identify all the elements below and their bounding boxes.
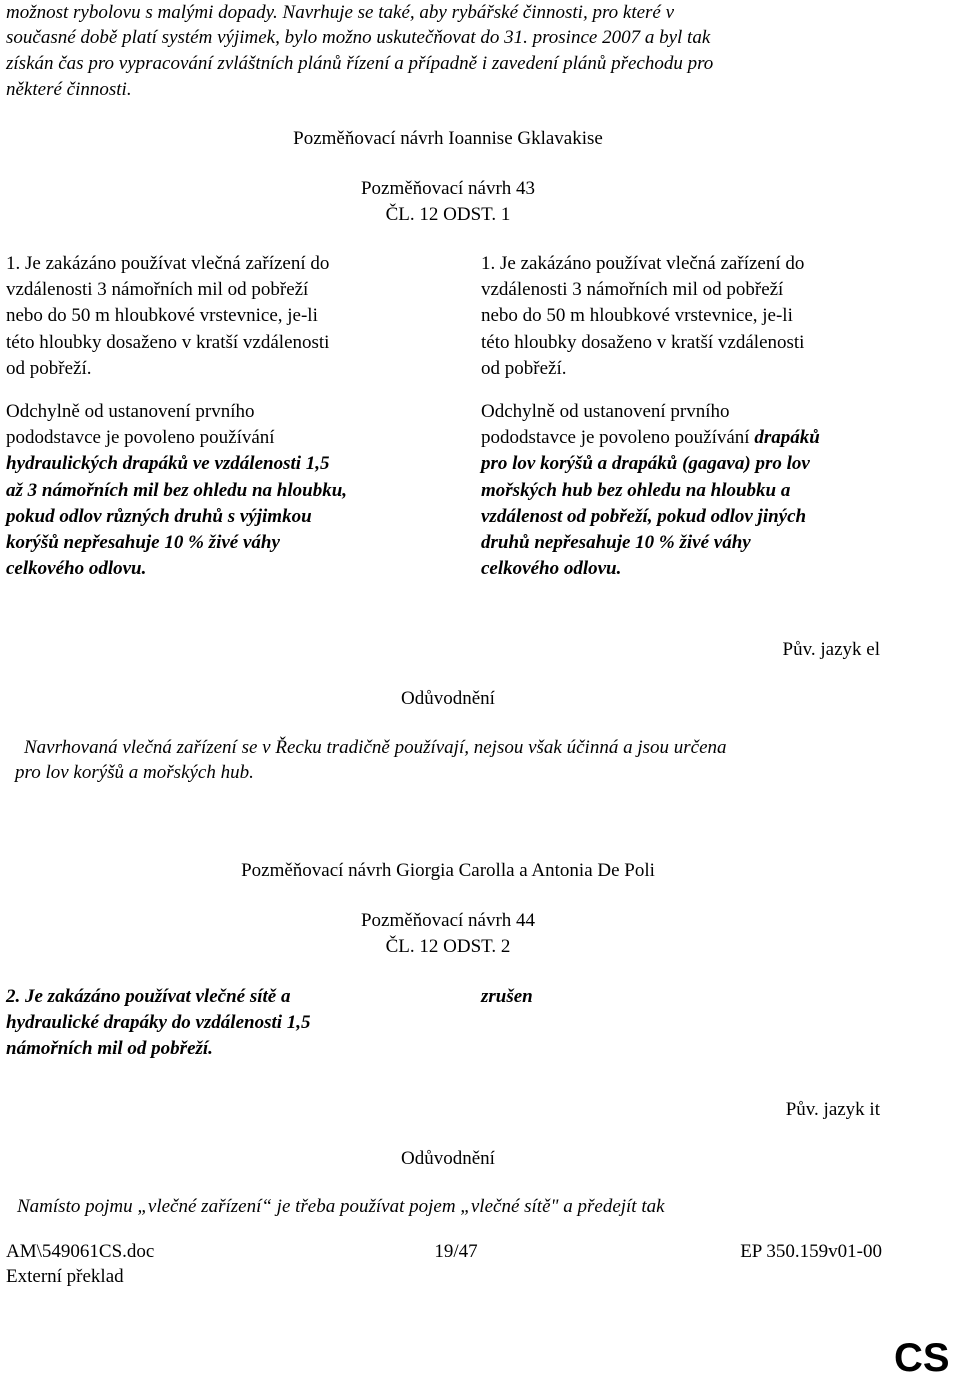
original-language: Pův. jazyk it xyxy=(785,1099,880,1120)
text-line-emphasis: celkového odlovu. xyxy=(6,558,147,580)
intro-line-3: získán čas pro vypracování zvláštních plánů řízení a případně i zavedení plánů přechodu pro xyxy=(6,53,714,74)
text-line: nebo do 50 m hloubkové vrstevnice, je-li xyxy=(6,305,318,327)
text-line: vzdálenosti 3 námořních mil od pobřeží xyxy=(6,279,309,301)
justification-heading: Odůvodnění xyxy=(401,1148,495,1169)
amendment-44-amended-text: zrušen xyxy=(481,986,533,1007)
justification-line-1: Namísto pojmu „vlečné zařízení“ je třeba používat pojem „vlečné sítě" a předejít tak xyxy=(17,1196,665,1217)
text-line: od pobřeží. xyxy=(6,357,92,379)
intro-line-4: některé činnosti. xyxy=(6,79,132,100)
text-line-emphasis: pro lov korýšů a drapáků (gagava) pro lov xyxy=(481,453,810,475)
amendment-author: Pozměňovací návrh Giorgia Carolla a Antonia De Poli xyxy=(241,860,655,881)
text-line-emphasis: vzdálenost od pobřeží, pokud odlov jiných xyxy=(481,505,807,527)
text-line: 1. Je zakázáno používat vlečná zařízení do xyxy=(6,253,330,274)
text-line: Odchylně od ustanovení prvního xyxy=(481,401,730,423)
text-line-emphasis: hydraulické drapáky do vzdálenosti 1,5 xyxy=(6,1012,311,1034)
text-line: nebo do 50 m hloubkové vrstevnice, je-li xyxy=(481,305,793,327)
amendment-article: ČL. 12 ODST. 2 xyxy=(385,936,511,957)
amendment-number: Pozměňovací návrh 44 xyxy=(360,910,536,931)
text-line-emphasis: druhů nepřesahuje 10 % živé váhy xyxy=(481,532,751,554)
text-line: pododstavce je povoleno používání xyxy=(6,427,275,449)
justification-line-1: Navrhovaná vlečná zařízení se v Řecku tradičně používají, nejsou však účinná a jsou určena xyxy=(24,737,727,758)
amendment-number: Pozměňovací návrh 43 xyxy=(360,178,536,199)
amendment-44-original-text xyxy=(6,984,311,1063)
footer-translation-note: Externí překlad xyxy=(6,1266,124,1287)
text-line-emphasis: celkového odlovu. xyxy=(481,558,622,580)
text-line-emphasis: pokud odlov různých druhů s výjimkou xyxy=(6,505,312,527)
footer-document-name: AM\549061CS.doc xyxy=(6,1241,155,1262)
text-line-emphasis: námořních mil od pobřeží. xyxy=(6,1038,213,1060)
footer-reference: EP 350.159v01-00 xyxy=(740,1241,882,1262)
amendment-author: Pozměňovací návrh Ioannise Gklavakise xyxy=(293,128,603,149)
text-line-emphasis: mořských hub bez ohledu na hloubku a xyxy=(481,479,791,501)
text-line-emphasis: 2. Je zakázáno používat vlečné sítě a xyxy=(6,986,291,1007)
amendment-article: ČL. 12 ODST. 1 xyxy=(385,204,511,225)
justification-heading: Odůvodnění xyxy=(401,688,495,709)
text-segment: pododstavce je povoleno používání xyxy=(481,427,755,449)
footer-page-number: 19/47 xyxy=(434,1241,478,1262)
text-line-emphasis: korýšů nepřesahuje 10 % živé váhy xyxy=(6,532,280,554)
language-mark: CS xyxy=(894,1336,950,1380)
text-line-mixed xyxy=(481,425,820,451)
intro-line-1: možnost rybolovu s malými dopady. Navrhuje se také, aby rybářské činnosti, pro které v xyxy=(6,2,675,23)
text-line: 1. Je zakázáno používat vlečná zařízení do xyxy=(481,253,805,274)
text-line: vzdálenosti 3 námořních mil od pobřeží xyxy=(481,279,784,301)
text-line: této hloubky dosaženo v kratší vzdálenosti xyxy=(481,331,805,353)
amendment-43-original-text xyxy=(6,251,347,582)
text-line-emphasis: až 3 námořních mil bez ohledu na hloubku, xyxy=(6,479,348,501)
amendment-43-amended-text xyxy=(481,251,820,582)
intro-line-2: současné době platí systém výjimek, bylo možno uskutečňovat do 31. prosince 2007 a byl tak xyxy=(6,27,711,48)
text-line: Odchylně od ustanovení prvního xyxy=(6,401,255,423)
justification-line-2: pro lov korýšů a mořských hub. xyxy=(15,762,254,783)
text-line: od pobřeží. xyxy=(481,357,567,379)
text-line-emphasis: hydraulických drapáků ve vzdálenosti 1,5 xyxy=(6,453,330,475)
text-segment-emphasis: drapáků xyxy=(754,427,820,449)
text-line: této hloubky dosaženo v kratší vzdálenosti xyxy=(6,331,330,353)
original-language: Pův. jazyk el xyxy=(782,639,880,660)
